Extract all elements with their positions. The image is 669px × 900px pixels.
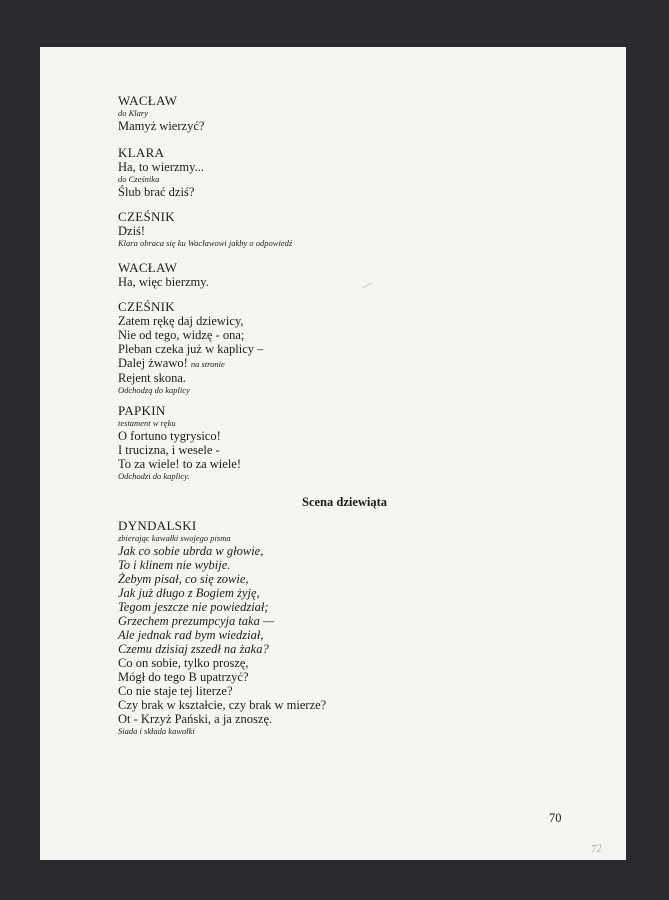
verse-text: Dalej żwawo! (118, 356, 188, 370)
verse-line: Jak co sobie ubrda w głowie, (118, 544, 264, 558)
dialogue-block-waclaw-1 (118, 94, 598, 133)
verse-line: Dziś! (118, 224, 146, 238)
verse-line: Co nie staje tej literze? (118, 684, 233, 698)
verse-line: Pleban czeka już w kaplicy – (118, 342, 264, 356)
verse-line: Ale jednak rad bym wiedział, (118, 628, 264, 642)
verse-line: Ha, więc bierzmy. (118, 275, 209, 289)
speaker-name: PAPKIN (118, 403, 166, 418)
verse-line (118, 356, 598, 371)
verse-line: Co on sobie, tylko proszę, (118, 656, 249, 670)
speaker-name: DYNDALSKI (118, 518, 197, 533)
verse-line: Grzechem prezumpcyja taka — (118, 614, 275, 628)
verse-line: Nie od tego, widzę - ona; (118, 328, 245, 342)
verse-line: Jak już długo z Bogiem żyję, (118, 586, 260, 600)
dialogue-block-klara (118, 146, 598, 199)
verse-line: Mógł do tego B upatrzyć? (118, 670, 249, 684)
speaker-name: CZEŚNIK (118, 209, 175, 224)
stage-direction: Odchodzi do kaplicy. (118, 471, 190, 481)
verse-line: I trucizna, i wesele - (118, 443, 220, 457)
verse-line: O fortuno tygrysico! (118, 429, 221, 443)
verse-line: Mamyż wierzyć? (118, 119, 205, 133)
verse-line: Rejent skona. (118, 371, 187, 385)
dialogue-block-dyndalski (118, 519, 598, 737)
verse-line: Czy brak w kształcie, czy brak w mierze? (118, 698, 327, 712)
speaker-name: CZEŚNIK (118, 299, 175, 314)
scene-title: Scena dziewiąta (302, 495, 388, 509)
verse-line: Tegom jeszcze nie powiedział; (118, 600, 269, 614)
verse-line: Czemu dzisiaj zszedł na żaka? (118, 642, 269, 656)
verse-line: Ślub brać dziś? (118, 185, 195, 199)
dialogue-block-waclaw-2 (118, 261, 598, 289)
dialogue-block-czesnik-1 (118, 210, 598, 249)
speaker-name: WACŁAW (118, 260, 178, 275)
verse-line: To i klinem nie wybije. (118, 558, 231, 572)
stage-direction: do Cześnika (118, 174, 160, 184)
document-page (40, 47, 626, 860)
stage-direction: Siada i składa kawałki (118, 726, 195, 736)
page-number: 70 (549, 811, 562, 825)
dialogue-block-papkin (118, 404, 598, 482)
verse-line: To za wiele! to za wiele! (118, 457, 242, 471)
stage-direction: do Klary (118, 108, 148, 118)
stage-direction: testament w ręku (118, 418, 176, 428)
verse-line: Ot - Krzyż Pański, a ja znoszę. (118, 712, 273, 726)
speaker-name: KLARA (118, 145, 165, 160)
dialogue-block-czesnik-2 (118, 300, 598, 396)
pencil-page-number: 72 (590, 842, 603, 856)
stage-direction: Odchodzą do kaplicy (118, 385, 190, 395)
stage-direction: zbierając kawałki swojego pisma (118, 533, 231, 543)
inline-stage-direction: na stronie (190, 359, 225, 369)
stage-direction: Klara obraca się ku Wacławowi jakby o odpowiedź (118, 238, 293, 248)
verse-line: Zatem rękę daj dziewicy, (118, 314, 244, 328)
verse-line: Ha, to wierzmy... (118, 160, 204, 174)
verse-line: Żebym pisał, co się zowie, (118, 572, 249, 586)
speaker-name: WACŁAW (118, 93, 178, 108)
